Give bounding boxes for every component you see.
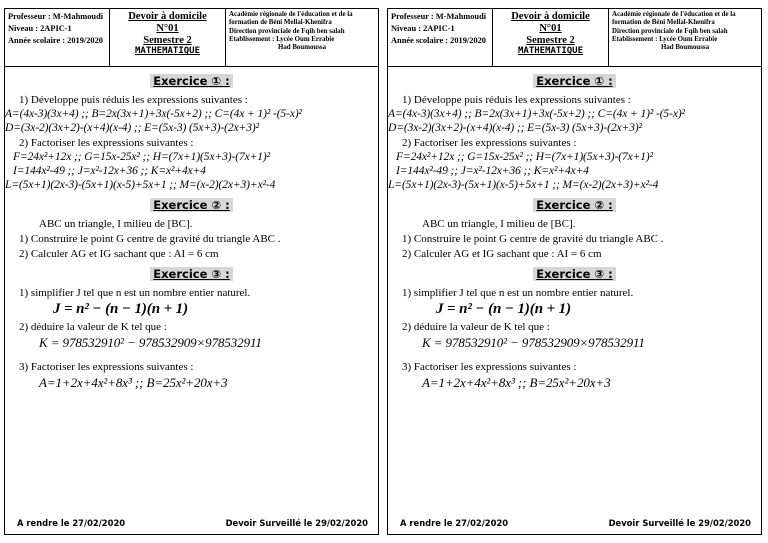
ex1-question-2: 2) Factoriser les expressions suivantes : <box>19 137 194 149</box>
header-academy <box>609 9 761 66</box>
ex1-question-2: 2) Factoriser les expressions suivantes : <box>402 137 577 149</box>
header-academy <box>226 9 378 66</box>
academy-line: Etablissement : Lycée Oum Errabie <box>229 35 335 43</box>
expression-line: L=(5x+1)(2x-3)-(5x+1)(x-5)+5x+1 ;; M=(x-2)(2x+3)+x²-4 <box>388 179 659 191</box>
academy-line: Had Boumoussa <box>277 44 327 52</box>
ex1-question-1: 1) Développe puis réduis les expressions suivantes : <box>19 94 248 106</box>
subject: MATHEMATIQUE <box>134 46 201 57</box>
expression-k: K = 978532910² − 978532909×978532911 <box>39 335 262 350</box>
footer <box>388 518 761 528</box>
level: Niveau : 2APIC-1 <box>8 24 72 34</box>
expression-k: K = 978532910² − 978532909×978532911 <box>422 335 645 350</box>
academy-line: Direction provinciale de Fqih ben salah <box>612 27 728 35</box>
expression-j: J = n² − (n − 1)(n + 1) <box>53 301 188 317</box>
due-date: A rendre le 27/02/2020 <box>400 518 509 528</box>
semester: Semestre 2 <box>526 34 575 46</box>
expression-ab: A=1+2x+4x²+8x³ ;; B=25x²+20x+3 <box>422 375 611 390</box>
doc-number: N°01 <box>539 22 562 34</box>
ex3-question-1: 1) simplifier J tel que n est un nombre entier naturel. <box>402 287 634 299</box>
expression-line: A=(4x-3)(3x+4) ;; B=2x(3x+1)+3x(-5x+2) ;; C=(4x + 1)² -(5-x)² <box>388 108 685 120</box>
ex2-question-2: 2) Calculer AG et IG sachant que : AI = 6 cm <box>402 248 602 260</box>
professor: Professeur : M-Mahmoudi <box>391 12 487 21</box>
level: Niveau : 2APIC-1 <box>391 24 455 34</box>
expression-line: I=144x²-49 ;; J=x²-12x+36 ;; K=x²+4x+4 <box>396 165 589 177</box>
ex3-question-2: 2) déduire la valeur de K tel que : <box>402 321 550 333</box>
expression-line: A=(4x-3)(3x+4) ;; B=2x(3x+1)+3x(-5x+2) ;; C=(4x + 1)² -(5-x)² <box>5 108 302 120</box>
ex2-intro: ABC un triangle, I milieu de [BC]. <box>422 218 576 230</box>
expression-line: D=(3x-2)(3x+2)-(x+4)(x-4) ;; E=(5x-3) (5x+3)-(2x+3)² <box>388 122 642 134</box>
professor: Professeur : M-Mahmoudi <box>8 12 104 21</box>
academy-line: Direction provinciale de Fqih ben salah <box>229 27 345 35</box>
expression-line: F=24x²+12x ;; G=15x-25x² ;; H=(7x+1)(5x+3)-(7x+1)² <box>396 151 653 163</box>
semester: Semestre 2 <box>143 34 192 46</box>
header-info <box>388 9 493 66</box>
expression-ab: A=1+2x+4x²+8x³ ;; B=25x²+20x+3 <box>39 375 228 390</box>
worksheet-right <box>387 8 762 535</box>
exercise-2-title: Exercice ② : <box>388 196 761 214</box>
exam-date: Devoir Surveillé le 29/02/2020 <box>225 518 368 528</box>
header-title <box>110 9 226 66</box>
expression-j: J = n² − (n − 1)(n + 1) <box>436 301 571 317</box>
footer <box>5 518 378 528</box>
exam-date: Devoir Surveillé le 29/02/2020 <box>608 518 751 528</box>
expression-line: D=(3x-2)(3x+2)-(x+4)(x-4) ;; E=(5x-3) (5x+3)-(2x+3)² <box>5 122 259 134</box>
ex3-question-2: 2) déduire la valeur de K tel que : <box>19 321 167 333</box>
ex2-question-1: 1) Construire le point G centre de gravité du triangle ABC . <box>402 233 664 245</box>
doc-title: Devoir à domicile <box>511 11 590 22</box>
expression-line: I=144x²-49 ;; J=x²-12x+36 ;; K=x²+4x+4 <box>13 165 206 177</box>
header-info <box>5 9 110 66</box>
ex2-question-1: 1) Construire le point G centre de gravité du triangle ABC . <box>19 233 281 245</box>
exercise-3-title: Exercice ③ : <box>5 265 378 283</box>
ex3-question-1: 1) simplifier J tel que n est un nombre entier naturel. <box>19 287 251 299</box>
exercise-1-title: Exercice ① : <box>5 72 378 90</box>
ex2-intro: ABC un triangle, I milieu de [BC]. <box>39 218 193 230</box>
ex3-question-3: 3) Factoriser les expressions suivantes : <box>19 361 194 373</box>
exercise-2-title: Exercice ② : <box>5 196 378 214</box>
ex3-question-3: 3) Factoriser les expressions suivantes : <box>402 361 577 373</box>
due-date: A rendre le 27/02/2020 <box>17 518 126 528</box>
expression-line: L=(5x+1)(2x-3)-(5x+1)(x-5)+5x+1 ;; M=(x-2)(2x+3)+x²-4 <box>5 179 276 191</box>
doc-number: N°01 <box>156 22 179 34</box>
academy-line: Had Boumoussa <box>660 44 710 52</box>
exercise-1-title: Exercice ① : <box>388 72 761 90</box>
doc-title: Devoir à domicile <box>128 11 207 22</box>
exercise-3-title: Exercice ③ : <box>388 265 761 283</box>
school-year: Année scolaire : 2019/2020 <box>391 36 486 46</box>
subject: MATHEMATIQUE <box>517 46 584 57</box>
expression-line: F=24x²+12x ;; G=15x-25x² ;; H=(7x+1)(5x+3)-(7x+1)² <box>13 151 270 163</box>
header-title <box>493 9 609 66</box>
school-year: Année scolaire : 2019/2020 <box>8 36 103 46</box>
header <box>5 9 378 67</box>
worksheet-left <box>4 8 379 535</box>
academy-line: Académie régionale de l'éducation et de la formation de Béni Mellal-Khenifra <box>612 11 736 27</box>
header <box>388 9 761 67</box>
ex1-question-1: 1) Développe puis réduis les expressions suivantes : <box>402 94 631 106</box>
academy-line: Académie régionale de l'éducation et de la formation de Béni Mellal-Khenifra <box>229 11 353 27</box>
ex2-question-2: 2) Calculer AG et IG sachant que : AI = 6 cm <box>19 248 219 260</box>
academy-line: Etablissement : Lycée Oum Errabie <box>612 35 718 43</box>
